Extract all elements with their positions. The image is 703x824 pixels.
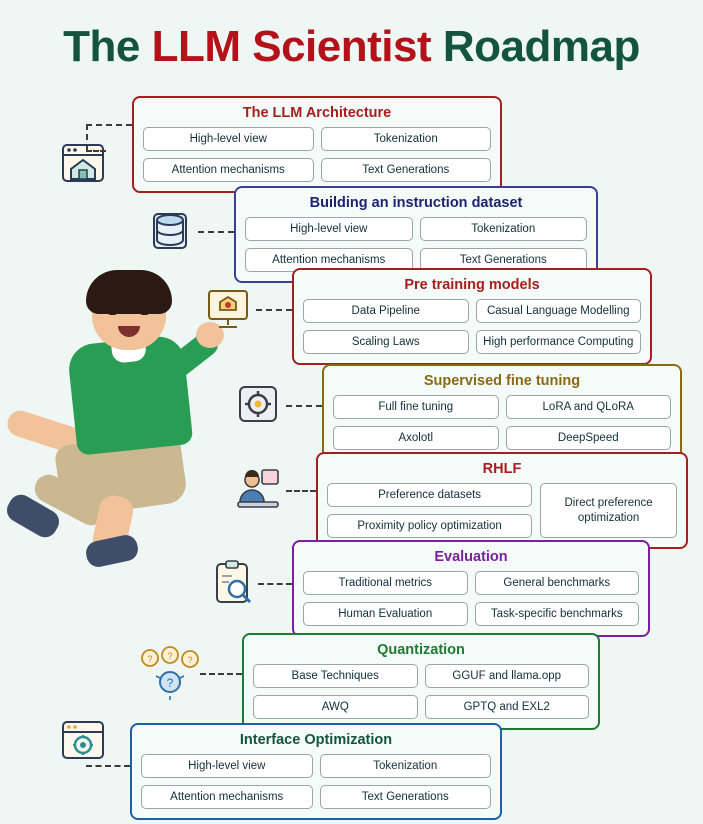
chip-item[interactable]: Attention mechanisms [143,158,314,182]
chip-item[interactable]: GPTQ and EXL2 [425,695,590,719]
section-items-pretraining [303,299,641,354]
connector-evaluation [258,583,292,585]
section-card-quantization[interactable] [242,633,600,730]
svg-text:?: ? [147,654,153,664]
section-card-rhlf[interactable] [316,452,688,549]
browser-gear-icon [55,715,111,767]
connector-sft [286,405,322,407]
section-items-sft [333,395,671,450]
chip-item[interactable]: High performance Computing [476,330,642,354]
gear-settings-icon [230,378,286,430]
svg-text:?: ? [167,651,173,661]
section-items-quantization [253,664,589,719]
gear-settings-icon-svg [232,379,284,429]
clipboard-magnifier-icon-svg [207,558,259,608]
connector-dataset [198,231,234,233]
section-title-architecture: The LLM Architecture [242,105,392,121]
connector-quantization [200,673,242,675]
svg-text:?: ? [166,676,174,690]
section-title-pretraining: Pre training models [404,277,540,293]
section-card-evaluation[interactable] [292,540,650,637]
connector-interface [86,765,130,767]
chip-item[interactable]: Text Generations [320,785,492,809]
chip-item[interactable]: Scaling Laws [303,330,469,354]
chip-item[interactable]: Axolotl [333,426,499,450]
connector-architecture-v [86,124,88,150]
section-items-rhlf [327,483,677,538]
chip-item[interactable]: High-level view [141,754,313,778]
chip-item[interactable]: Data Pipeline [303,299,469,323]
boy-eye-left [108,310,117,315]
database-stack-icon [142,205,198,257]
chip-item[interactable]: Proximity policy optimization [327,514,532,538]
boy-eye-right [140,310,149,315]
chip-item[interactable]: Text Generations [420,248,588,272]
chip-item[interactable]: AWQ [253,695,418,719]
svg-text:?: ? [187,655,193,665]
chip-item[interactable]: Tokenization [321,127,492,151]
chip-item[interactable]: Tokenization [420,217,588,241]
section-title-dataset: Building an instruction dataset [309,195,523,211]
connector-pretraining [256,309,292,311]
person-computer-icon [230,463,286,515]
database-stack-icon-svg [144,206,196,256]
chip-item[interactable]: Tokenization [320,754,492,778]
question-bubbles-icon-svg [136,646,204,704]
house-window-icon [55,138,111,190]
chip-item[interactable]: General benchmarks [475,571,640,595]
section-title-sft: Supervised fine tuning [423,373,581,389]
chip-item[interactable]: Base Techniques [253,664,418,688]
title-part-1: The [63,22,152,71]
section-title-interface: Interface Optimization [239,732,393,748]
title-part-2: LLM Scientist [151,22,432,71]
section-items-interface [141,754,491,809]
chip-item[interactable]: Attention mechanisms [141,785,313,809]
chip-item[interactable]: Text Generations [321,158,492,182]
browser-gear-icon-svg [57,716,109,766]
chip-item[interactable]: Traditional metrics [303,571,468,595]
chip-item[interactable]: High-level view [143,127,314,151]
presentation-board-icon [200,282,256,334]
chip-item[interactable]: High-level view [245,217,413,241]
section-card-sft[interactable] [322,364,682,461]
chip-item[interactable]: Casual Language Modelling [476,299,642,323]
house-window-icon-svg [57,139,109,189]
question-bubbles-icon [135,645,205,705]
connector-architecture-h [86,124,132,126]
title-part-3: Roadmap [431,22,640,71]
connector-architecture-h2 [86,150,106,152]
person-computer-icon-svg [232,464,284,514]
section-title-quantization: Quantization [377,642,465,658]
boy-hair [86,270,172,314]
section-items-dataset [245,217,587,272]
chip-item[interactable]: Human Evaluation [303,602,468,626]
section-card-interface[interactable] [130,723,502,820]
chip-item[interactable]: Attention mechanisms [245,248,413,272]
chip-item[interactable]: Direct preference optimization [540,483,677,538]
section-card-pretraining[interactable] [292,268,652,365]
rhlf-left-column [327,483,532,538]
section-title-evaluation: Evaluation [434,549,508,565]
connector-rhlf [286,490,316,492]
clipboard-magnifier-icon [205,557,261,609]
chip-item[interactable]: GGUF and llama.opp [425,664,590,688]
section-card-architecture[interactable] [132,96,502,193]
chip-item[interactable]: LoRA and QLoRA [506,395,672,419]
section-title-rhlf: RHLF [482,461,522,477]
section-items-evaluation [303,571,639,626]
chip-item[interactable]: Full fine tuning [333,395,499,419]
chip-item[interactable]: DeepSpeed [506,426,672,450]
section-items-architecture [143,127,491,182]
presentation-board-icon-svg [202,283,254,333]
chip-item[interactable]: Preference datasets [327,483,532,507]
rhlf-right-column [540,483,677,538]
chip-item[interactable]: Task-specific benchmarks [475,602,640,626]
page-title [0,22,703,72]
